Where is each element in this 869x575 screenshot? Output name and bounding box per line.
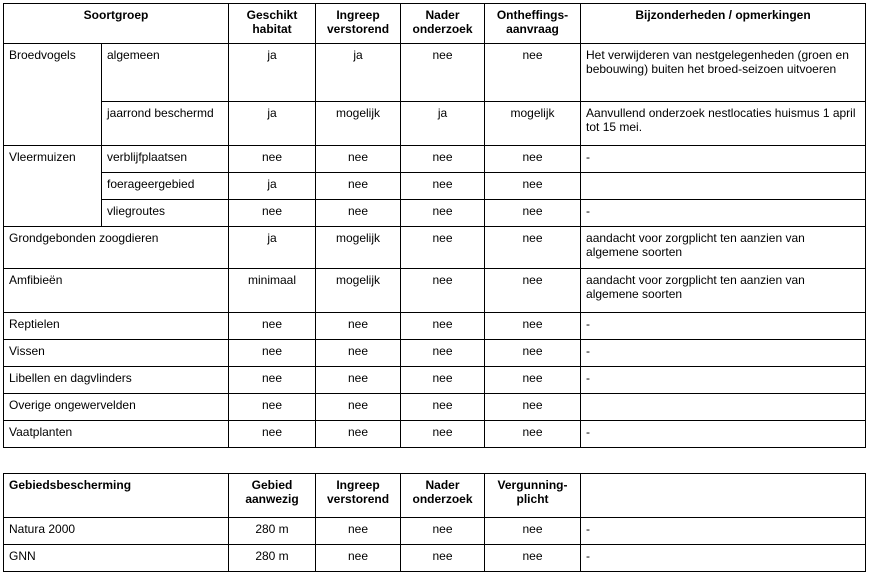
note-cell: aandacht voor zorgplicht ten aanzien van algemene soorten xyxy=(581,269,866,313)
ingreep-cell: nee xyxy=(316,173,401,200)
header-row xyxy=(4,4,866,44)
ontheffing-cell: nee xyxy=(485,44,581,102)
nader-cell: nee xyxy=(401,545,485,572)
header-empty xyxy=(581,474,866,518)
note-cell: - xyxy=(581,545,866,572)
subgroup-cell: foerageergebied xyxy=(102,173,229,200)
header-habitat: Geschikt habitat xyxy=(229,4,316,44)
table-row xyxy=(4,421,866,448)
nader-cell: nee xyxy=(401,340,485,367)
ontheffing-cell: nee xyxy=(485,367,581,394)
header-row-2 xyxy=(4,474,866,518)
group-cell: GNN xyxy=(4,545,229,572)
subgroup-cell: verblijfplaatsen xyxy=(102,146,229,173)
group-cell: Broedvogels xyxy=(4,44,102,146)
table-row xyxy=(4,146,866,173)
ingreep-cell: nee xyxy=(316,200,401,227)
ingreep-cell: nee xyxy=(316,518,401,545)
header-ingreep: Ingreep verstorend xyxy=(316,4,401,44)
nader-cell: nee xyxy=(401,394,485,421)
ingreep-cell: nee xyxy=(316,394,401,421)
species-table xyxy=(3,3,866,572)
group-cell: Vleermuizen xyxy=(4,146,102,227)
ingreep-cell: mogelijk xyxy=(316,269,401,313)
note-cell: - xyxy=(581,518,866,545)
note-cell: aandacht voor zorgplicht ten aanzien van algemene soorten xyxy=(581,227,866,269)
ontheffing-cell: nee xyxy=(485,394,581,421)
note-cell: - xyxy=(581,421,866,448)
habitat-cell: nee xyxy=(229,146,316,173)
subgroup-cell: algemeen xyxy=(102,44,229,102)
group-cell: Grondgebonden zoogdieren xyxy=(4,227,229,269)
nader-cell: ja xyxy=(401,102,485,146)
ontheffing-cell: nee xyxy=(485,200,581,227)
table-row xyxy=(4,367,866,394)
group-cell: Vaatplanten xyxy=(4,421,229,448)
ingreep-cell: nee xyxy=(316,340,401,367)
nader-cell: nee xyxy=(401,200,485,227)
table-row xyxy=(4,340,866,367)
ontheffing-cell: nee xyxy=(485,173,581,200)
habitat-cell: ja xyxy=(229,173,316,200)
habitat-cell: nee xyxy=(229,200,316,227)
ingreep-cell: nee xyxy=(316,313,401,340)
ingreep-cell: mogelijk xyxy=(316,227,401,269)
table-row xyxy=(4,545,866,572)
habitat-cell: ja xyxy=(229,227,316,269)
header-soortgroep: Soortgroep xyxy=(4,4,229,44)
note-cell: - xyxy=(581,200,866,227)
table-row xyxy=(4,313,866,340)
habitat-cell: ja xyxy=(229,102,316,146)
header-aanwezig: Gebied aanwezig xyxy=(229,474,316,518)
ontheffing-cell: nee xyxy=(485,227,581,269)
ontheffing-cell: nee xyxy=(485,313,581,340)
spacer-cell xyxy=(4,448,866,474)
ontheffing-cell: nee xyxy=(485,421,581,448)
note-cell: - xyxy=(581,313,866,340)
ontheffing-cell: nee xyxy=(485,146,581,173)
table-row xyxy=(4,102,866,146)
group-cell: Reptielen xyxy=(4,313,229,340)
header-nader-2: Nader onderzoek xyxy=(401,474,485,518)
note-cell: - xyxy=(581,146,866,173)
ingreep-cell: nee xyxy=(316,146,401,173)
group-cell: Libellen en dagvlinders xyxy=(4,367,229,394)
note-cell: Het verwijderen van nestgelegenheden (groen en bebouwing) buiten het broed-seizoen uitvoeren xyxy=(581,44,866,102)
nader-cell: nee xyxy=(401,173,485,200)
habitat-cell: nee xyxy=(229,313,316,340)
header-ontheffing: Ontheffings-aanvraag xyxy=(485,4,581,44)
ontheffing-cell: mogelijk xyxy=(485,102,581,146)
nader-cell: nee xyxy=(401,421,485,448)
note-cell: - xyxy=(581,367,866,394)
header-bijzonderheden: Bijzonderheden / opmerkingen xyxy=(581,4,866,44)
habitat-cell: nee xyxy=(229,340,316,367)
habitat-cell: minimaal xyxy=(229,269,316,313)
ingreep-cell: mogelijk xyxy=(316,102,401,146)
table-row xyxy=(4,518,866,545)
habitat-cell: nee xyxy=(229,394,316,421)
ingreep-cell: ja xyxy=(316,44,401,102)
aanwezig-cell: 280 m xyxy=(229,545,316,572)
nader-cell: nee xyxy=(401,313,485,340)
note-cell: - xyxy=(581,340,866,367)
header-vergunning: Vergunning-plicht xyxy=(485,474,581,518)
nader-cell: nee xyxy=(401,44,485,102)
subgroup-cell: jaarrond beschermd xyxy=(102,102,229,146)
group-cell: Amfibieën xyxy=(4,269,229,313)
note-cell xyxy=(581,173,866,200)
ingreep-cell: nee xyxy=(316,367,401,394)
ontheffing-cell: nee xyxy=(485,340,581,367)
vergunning-cell: nee xyxy=(485,545,581,572)
vergunning-cell: nee xyxy=(485,518,581,545)
note-cell xyxy=(581,394,866,421)
group-cell: Natura 2000 xyxy=(4,518,229,545)
table-row xyxy=(4,173,866,200)
ingreep-cell: nee xyxy=(316,545,401,572)
subgroup-cell: vliegroutes xyxy=(102,200,229,227)
nader-cell: nee xyxy=(401,518,485,545)
header-nader: Nader onderzoek xyxy=(401,4,485,44)
nader-cell: nee xyxy=(401,269,485,313)
table-row xyxy=(4,227,866,269)
nader-cell: nee xyxy=(401,227,485,269)
nader-cell: nee xyxy=(401,367,485,394)
ingreep-cell: nee xyxy=(316,421,401,448)
group-cell: Vissen xyxy=(4,340,229,367)
nader-cell: nee xyxy=(401,146,485,173)
ontheffing-cell: nee xyxy=(485,269,581,313)
header-gebiedsbescherming: Gebiedsbescherming xyxy=(4,474,229,518)
habitat-cell: nee xyxy=(229,421,316,448)
header-ingreep-2: Ingreep verstorend xyxy=(316,474,401,518)
table-row xyxy=(4,269,866,313)
spacer-row xyxy=(4,448,866,474)
table-row xyxy=(4,394,866,421)
table-row xyxy=(4,44,866,102)
aanwezig-cell: 280 m xyxy=(229,518,316,545)
group-cell: Overige ongewervelden xyxy=(4,394,229,421)
table-row xyxy=(4,200,866,227)
note-cell: Aanvullend onderzoek nestlocaties huismus 1 april tot 15 mei. xyxy=(581,102,866,146)
habitat-cell: ja xyxy=(229,44,316,102)
habitat-cell: nee xyxy=(229,367,316,394)
